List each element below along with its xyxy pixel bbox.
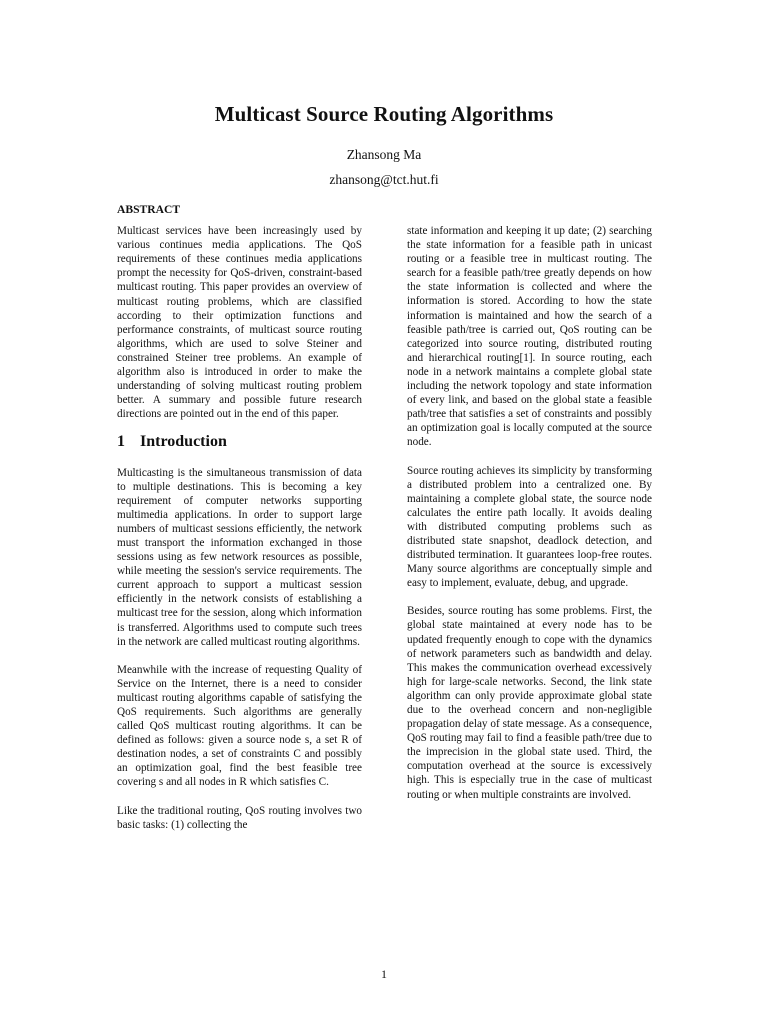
author-email: zhansong@tct.hut.fi [329, 172, 439, 187]
section-title: Introduction [140, 433, 227, 451]
right-column [407, 224, 652, 816]
intro-paragraph-1: Multicasting is the simultaneous transmission of data to multiple destinations. This is becoming a key requirement of computer networks supporting multimedia applications. In order to support large numbers of multicast sessions efficiently, the network must transport the information exchanged in those sessions using as few network resources as possible, while meeting the session's service requirements. The current approach to support a multicast session efficiently in the network consists of establishing a multicast tree for the session, along which information is transferred. Algorithms used to compute such trees in the network are called multicast routing algorithms. [117, 466, 362, 648]
left-column [117, 203, 362, 846]
abstract-text: Multicast services have been increasingly used by various continues media applications. The QoS requirements of these continues media applications prompt the necessity for QoS-driven, constraint-based multicast routing. This paper provides an overview of multicast routing problems, which are classified according to their optimization functions and performance constraints, of multicast source routing algorithms, which are used to solve Steiner and constrained Steiner tree problems. An example of algorithm also is introduced in order to make the understanding of solving multicast routing problem better. A summary and possible future research directions are pointed out in the end of this paper. [117, 225, 362, 421]
section-number: 1 [117, 433, 125, 451]
right-paragraph-3: Besides, source routing has some problems. First, the global state maintained at every node has to be updated frequently enough to cope with the dynamics of network parameters such as bandwidth and delay. This makes the communication overhead excessively high for large-scale networks. Second, the link state algorithm can only provide approximate global state due to the overhead concern and non-negligible propagation delay of state message. As a consequence, QoS routing may fail to find a feasible path/tree due to the imprecision in the global state used. Third, the computation overhead at the source is excessively high. This is especially true in the case of multicast routing or when multiple constraints are involved. [407, 605, 652, 801]
author-name: Zhansong Ma [346, 147, 422, 162]
paper-title: Multicast Source Routing Algorithms [214, 102, 554, 126]
intro-paragraph-2: Meanwhile with the increase of requesting Quality of Service on the Internet, there is a need to consider multicast routing algorithms capable of satisfying the QoS requirements. Such algorithms are generally called QoS multicast routing algorithms. It can be defined as follows: given a source node s, a set R of destination nodes, a set of constraints C and possibly an optimization goal, find the best feasible tree covering s and all nodes in R which satisfies C. [117, 663, 362, 789]
abstract-heading: ABSTRACT [117, 203, 181, 216]
right-paragraph-1: state information and keeping it up date; (2) searching the state information for a feasible path in unicast routing or a feasible tree in multicast routing. The search for a feasible path/tree greatly depends on how the state information is collected and where the information is stored. According to how the state information is maintained and how the search of a feasible path/tree is carried out, QoS routing can be categorized into source routing, distributed routing and hierarchical routing[1]. In source routing, each node in a network maintains a complete global state including the network topology and state information of every link, and based on the global state a feasible path/tree that satisfies a set of constraints and possibly an optimization goal is locally computed at the source node. [407, 225, 652, 449]
section-heading-introduction [117, 435, 362, 449]
page-number: 1 [381, 967, 387, 981]
intro-paragraph-3: Like the traditional routing, QoS routing involves two basic tasks: (1) collecting the [117, 804, 362, 831]
right-paragraph-2: Source routing achieves its simplicity by transforming a distributed problem into a centralized one. By maintaining a complete global state, the source node calculates the entire path locally. It avoids dealing with distributed computing problems such as distributed state snapshot, deadlock detection, and distributed termination. It guarantees loop-free routes. Many source algorithms are conceptually simple and easy to implement, evaluate, debug, and upgrade. [407, 464, 652, 590]
